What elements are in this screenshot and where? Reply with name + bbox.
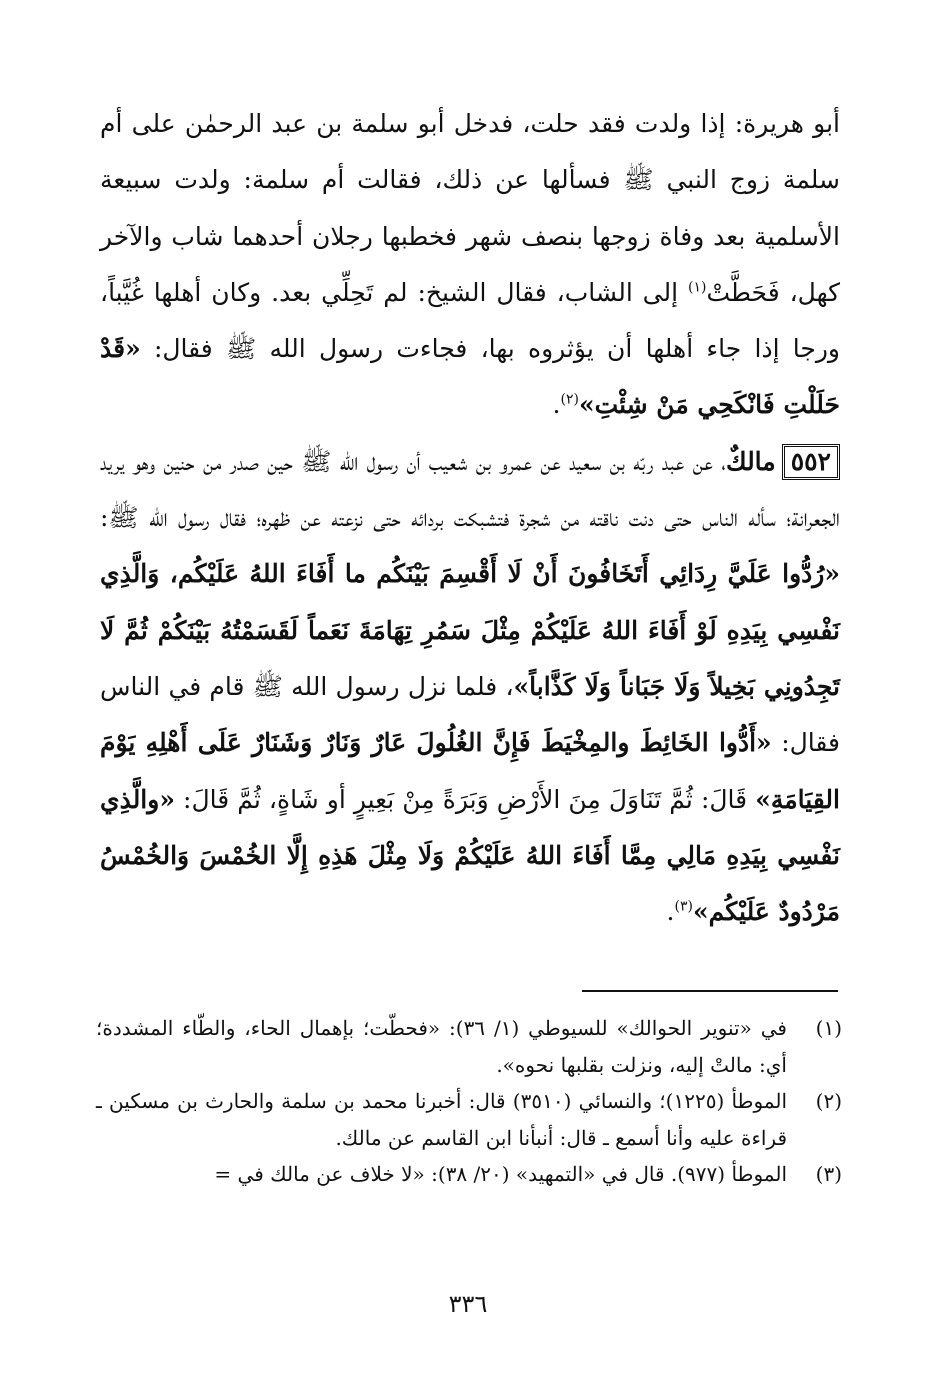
footnote-item — [96, 1083, 842, 1156]
footnote-item — [96, 1156, 842, 1193]
page-number: ٣٣٦ — [448, 1290, 488, 1318]
footnote-number: (٣) — [815, 1162, 842, 1186]
footnote-text: الموطأ (٩٧٧). قال في «التمهيد» (٢٠/ ٣٨): «لا خلاف عن مالك في = — [214, 1162, 787, 1186]
hadith-quote-1: «رُدُّوا عَلَيَّ رِدَائِي أَتَخَافُونَ أَنْ لَا أَقْسِمَ بَيْنَكُم ما أَفَاءَ اللهُ عَلَيْكُم، وَالَّذِي نَفْسِي بِيَدِهِ لَوْ أَفَاءَ اللهُ عَلَيْكُمْ مِثْلَ سَمُرِ تِهَامَةَ نَعَماً لَقَسَمْتُهُ بَيْنَكُمْ ثُمَّ لَا تَجِدُونِي بَخِيلاً وَلَا جَبَاناً وَلَا كَذَّاباً» — [100, 559, 840, 701]
footnote-ref-3: (٣) — [674, 898, 693, 915]
footnotes — [96, 1010, 842, 1193]
footnote-ref-2: (٢) — [560, 392, 579, 409]
footnote-text: في «تنوير الحوالك» للسيوطي (١/ ٣٦): «فحطّت؛ بإهمال الحاء، والطّاء المشددة؛ أي: مالتْ إليه، ونزلت بقلبها نحوه». — [96, 1016, 787, 1077]
paragraph-1 — [100, 96, 840, 434]
hadith-end: . — [666, 897, 675, 927]
p1-end: . — [552, 390, 561, 420]
footnote-separator — [582, 990, 838, 992]
hadith-quote-3: «والَّذِي نَفْسِي بِيَدِهِ مَالِي مِمَّا أَفَاءَ اللهُ عَلَيْكُمْ وَلَا مِثْلَ هَذِهِ إِلَّا الخُمْسَ وَالخُمْسُ مَرْدُودٌ عَلَيْكُم» — [100, 784, 840, 927]
hadith-quote-2: «أَدُّوا الخَائِطَ والمِخْيَطَ فَإِنَّ الغُلُولَ عَارٌ وَنَارٌ وَشَنَارٌ عَلَى أَهْلِهِ يَوْمَ القِيَامَةِ» — [100, 728, 840, 814]
hadith-text-2: ، فلما نزل رسول الله ﷺ قام في الناس فقال: — [100, 671, 840, 758]
hadith-text-1: ، عن عبد ربّه بن سعيد عن عمرو بن شعيب أن رسول الله ﷺ حين صدر من حنين وهو يريد الجعرانة؛ سأله الناس حتى دنت ناقته من شجرة فتشبكت بردائه حتى نزعته عن ظهره؛ فقال رسول الله ﷺ: — [100, 446, 840, 533]
p1-continuation: إلى الشاب، فقال الشيخ: لم تَحِلِّي بعد. وكان أهلها غُيَّباً، ورجا إذا جاء أهلها أن يؤثروه بها، فجاءت رسول الله ﷺ فقال: — [100, 277, 840, 364]
footnote-number: (٢) — [815, 1089, 842, 1113]
footnote-number: (١) — [815, 1016, 842, 1040]
prophet-quote-1: «قَدْ حَلَلْتِ فَانْكَحِي مَنْ شِئْتِ» — [100, 334, 840, 420]
p1-text: أبو هريرة: إذا ولدت فقد حلت، فدخل أبو سلمة بن عبد الرحمٰن على أم سلمة زوج النبي ﷺ فسألها عن ذلك، فقالت أم سلمة: ولدت سبيعة الأسلمية بعد وفاة زوجها بنصف شهر فخطبها رجلان أحدهما شاب والآخر كهل، فَحَطَّتْ — [100, 109, 841, 307]
main-text — [100, 96, 840, 940]
footnote-item — [96, 1010, 842, 1083]
narrator-name: مالكٌ — [726, 446, 776, 476]
hadith-text-3: قَالَ: ثُمَّ تَنَاوَلَ مِنَ الأَرْضِ وَبَرَةً مِنْ بَعِيرٍ أو شَاةٍ، ثُمَّ قَالَ: — [174, 784, 756, 814]
footnote-ref-1: (١) — [688, 279, 707, 296]
footnote-text: الموطأ (١٢٢٥)؛ والنسائي (٣٥١٠) قال: أخبرنا محمد بن سلمة والحارث بن مسكين ـ قراءة عليه وأنا أسمع ـ قال: أنبأنا ابن القاسم عن مالك. — [96, 1089, 788, 1150]
paragraph-hadith — [100, 434, 840, 941]
hadith-number-badge: ٥٥٢ — [782, 444, 840, 480]
